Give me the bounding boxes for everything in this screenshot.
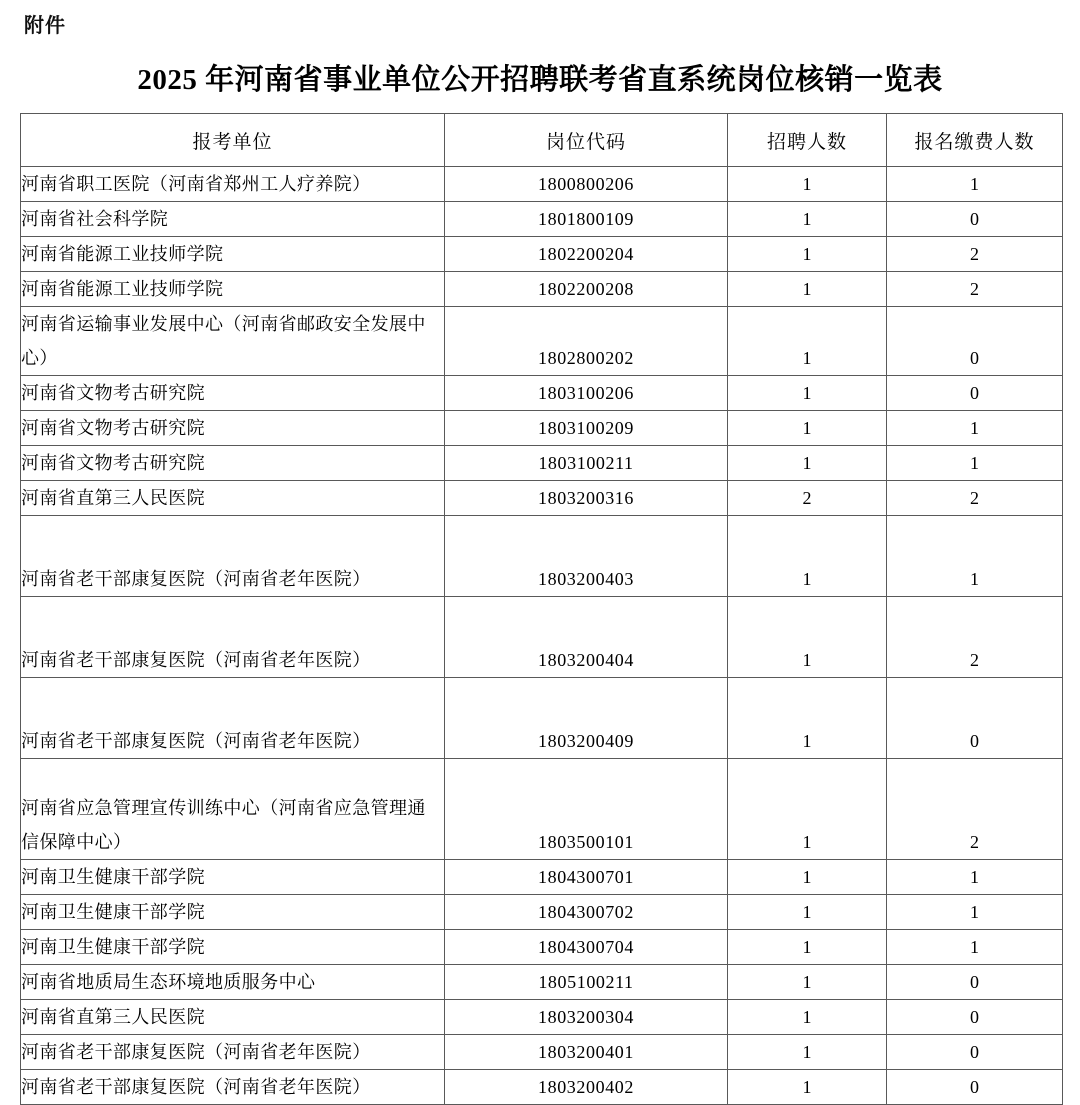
- cell-unit: 河南省老干部康复医院（河南省老年医院）: [21, 516, 445, 597]
- cell-unit: 河南省直第三人民医院: [21, 1000, 445, 1035]
- cell-hire-count: 1: [728, 965, 887, 1000]
- cell-code: 1803100209: [445, 411, 728, 446]
- cell-code: 1804300701: [445, 860, 728, 895]
- cell-paid-count: 1: [887, 411, 1063, 446]
- cell-code: 1802800202: [445, 307, 728, 376]
- cell-paid-count: 0: [887, 965, 1063, 1000]
- table-row: [21, 678, 1063, 759]
- cell-hire-count: 1: [728, 597, 887, 678]
- cell-paid-count: 2: [887, 759, 1063, 860]
- cell-code: 1803200404: [445, 597, 728, 678]
- table-row: [21, 446, 1063, 481]
- table-row: [21, 376, 1063, 411]
- cell-code: 1802200208: [445, 272, 728, 307]
- cell-unit: 河南省地质局生态环境地质服务中心: [21, 965, 445, 1000]
- cell-paid-count: 1: [887, 167, 1063, 202]
- cell-hire-count: 1: [728, 895, 887, 930]
- table-row: [21, 411, 1063, 446]
- table-row: [21, 860, 1063, 895]
- cell-hire-count: 1: [728, 446, 887, 481]
- cell-hire-count: 1: [728, 516, 887, 597]
- cell-hire-count: 1: [728, 307, 887, 376]
- cell-code: 1803200403: [445, 516, 728, 597]
- table-row: [21, 481, 1063, 516]
- table-row: [21, 895, 1063, 930]
- cell-code: 1804300704: [445, 930, 728, 965]
- cell-paid-count: 2: [887, 481, 1063, 516]
- column-header-hire-count: 招聘人数: [728, 114, 887, 167]
- cell-code: 1800800206: [445, 167, 728, 202]
- cell-hire-count: 1: [728, 860, 887, 895]
- cell-paid-count: 0: [887, 376, 1063, 411]
- cell-unit: 河南省社会科学院: [21, 202, 445, 237]
- table-row: [21, 1070, 1063, 1105]
- cell-hire-count: 1: [728, 759, 887, 860]
- cell-unit: 河南省老干部康复医院（河南省老年医院）: [21, 1035, 445, 1070]
- cell-hire-count: 1: [728, 1000, 887, 1035]
- cell-code: 1805100211: [445, 965, 728, 1000]
- table-container: [20, 113, 1062, 1105]
- cell-hire-count: 1: [728, 167, 887, 202]
- table-row: [21, 237, 1063, 272]
- table-row: [21, 1000, 1063, 1035]
- cell-unit: 河南省运输事业发展中心（河南省邮政安全发展中心）: [21, 307, 445, 376]
- page-title: 2025 年河南省事业单位公开招聘联考省直系统岗位核销一览表: [137, 64, 943, 96]
- cell-hire-count: 1: [728, 411, 887, 446]
- cell-hire-count: 1: [728, 1070, 887, 1105]
- cell-unit: 河南省能源工业技师学院: [21, 272, 445, 307]
- cell-hire-count: 1: [728, 930, 887, 965]
- cell-unit: 河南省老干部康复医院（河南省老年医院）: [21, 1070, 445, 1105]
- cell-paid-count: 1: [887, 446, 1063, 481]
- cell-hire-count: 2: [728, 481, 887, 516]
- cell-unit: 河南省应急管理宣传训练中心（河南省应急管理通信保障中心）: [21, 759, 445, 860]
- cell-hire-count: 1: [728, 678, 887, 759]
- cell-paid-count: 0: [887, 1070, 1063, 1105]
- table-row: [21, 930, 1063, 965]
- cell-paid-count: 2: [887, 272, 1063, 307]
- cell-hire-count: 1: [728, 376, 887, 411]
- cell-code: 1803200401: [445, 1035, 728, 1070]
- cell-paid-count: 0: [887, 1000, 1063, 1035]
- table-row: [21, 1035, 1063, 1070]
- cell-unit: 河南卫生健康干部学院: [21, 930, 445, 965]
- table-row: [21, 167, 1063, 202]
- cell-code: 1801800109: [445, 202, 728, 237]
- cell-paid-count: 1: [887, 895, 1063, 930]
- cell-unit: 河南省直第三人民医院: [21, 481, 445, 516]
- cell-paid-count: 2: [887, 237, 1063, 272]
- cell-paid-count: 2: [887, 597, 1063, 678]
- column-header-unit: 报考单位: [21, 114, 445, 167]
- cell-hire-count: 1: [728, 202, 887, 237]
- cell-unit: 河南省老干部康复医院（河南省老年医院）: [21, 597, 445, 678]
- table-body: [21, 167, 1063, 1105]
- cell-code: 1803200316: [445, 481, 728, 516]
- cell-unit: 河南省能源工业技师学院: [21, 237, 445, 272]
- cell-unit: 河南省文物考古研究院: [21, 446, 445, 481]
- cell-code: 1804300702: [445, 895, 728, 930]
- table-header-row: [21, 114, 1063, 167]
- cell-paid-count: 1: [887, 930, 1063, 965]
- cell-code: 1803200409: [445, 678, 728, 759]
- cell-unit: 河南省老干部康复医院（河南省老年医院）: [21, 678, 445, 759]
- cell-code: 1802200204: [445, 237, 728, 272]
- cell-code: 1803500101: [445, 759, 728, 860]
- cell-paid-count: 0: [887, 307, 1063, 376]
- cell-paid-count: 1: [887, 516, 1063, 597]
- cell-code: 1803100211: [445, 446, 728, 481]
- cell-unit: 河南卫生健康干部学院: [21, 895, 445, 930]
- cell-code: 1803100206: [445, 376, 728, 411]
- attachment-label: 附件: [24, 15, 66, 37]
- table-header: [21, 114, 1063, 167]
- cell-code: 1803200402: [445, 1070, 728, 1105]
- cell-paid-count: 0: [887, 202, 1063, 237]
- cell-unit: 河南省职工医院（河南省郑州工人疗养院）: [21, 167, 445, 202]
- table-row: [21, 272, 1063, 307]
- cell-hire-count: 1: [728, 272, 887, 307]
- cell-code: 1803200304: [445, 1000, 728, 1035]
- cell-unit: 河南省文物考古研究院: [21, 411, 445, 446]
- table-row: [21, 759, 1063, 860]
- table-row: [21, 597, 1063, 678]
- table-row: [21, 202, 1063, 237]
- cell-hire-count: 1: [728, 1035, 887, 1070]
- cell-paid-count: 0: [887, 678, 1063, 759]
- job-cancellation-table: [20, 113, 1063, 1105]
- cell-hire-count: 1: [728, 237, 887, 272]
- table-row: [21, 307, 1063, 376]
- table-row: [21, 516, 1063, 597]
- cell-paid-count: 0: [887, 1035, 1063, 1070]
- cell-paid-count: 1: [887, 860, 1063, 895]
- cell-unit: 河南省文物考古研究院: [21, 376, 445, 411]
- table-row: [21, 965, 1063, 1000]
- column-header-paid-count: 报名缴费人数: [887, 114, 1063, 167]
- column-header-code: 岗位代码: [445, 114, 728, 167]
- cell-unit: 河南卫生健康干部学院: [21, 860, 445, 895]
